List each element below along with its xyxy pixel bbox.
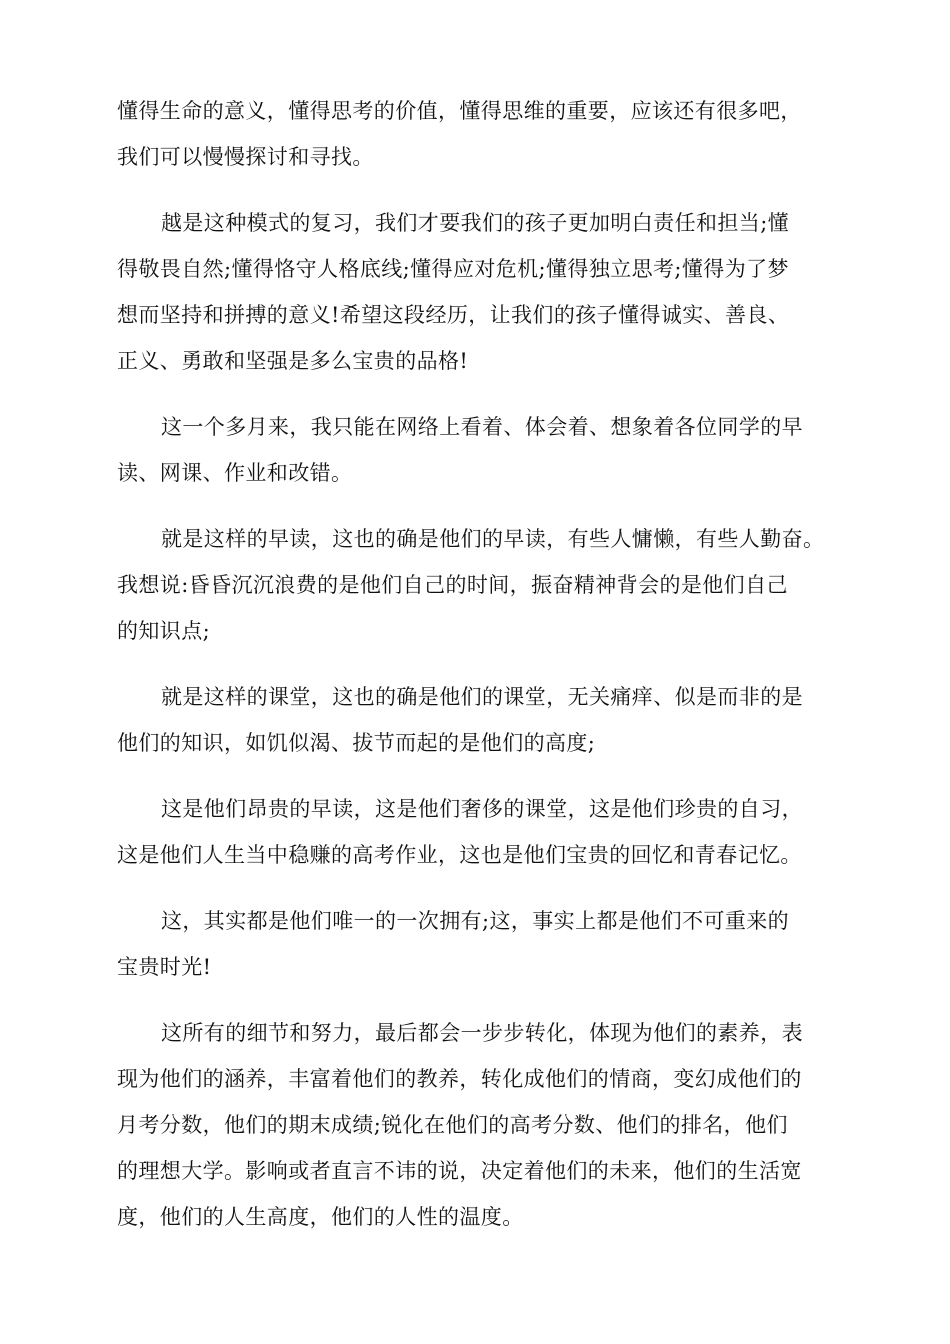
paragraph-line: 现为他们的涵养，丰富着他们的教养，转化成他们的情商，变幻成他们的 <box>117 1067 802 1091</box>
paragraph-line: 就是这样的早读，这也的确是他们的早读，有些人慵懒，有些人勤奋。 <box>161 527 825 551</box>
paragraph-line: 这一个多月来，我只能在网络上看着、体会着、想象着各位同学的早 <box>161 415 803 439</box>
paragraph-line: 的理想大学。影响或者直言不讳的说，决定着他们的未来，他们的生活宽 <box>117 1159 802 1183</box>
paragraph-1 <box>117 88 852 180</box>
paragraph-5 <box>117 674 852 766</box>
paragraph-7 <box>117 898 852 990</box>
paragraph-line: 这所有的细节和努力，最后都会一步步转化，体现为他们的素养，表 <box>161 1021 803 1045</box>
paragraph-line: 这是他们人生当中稳赚的高考作业，这也是他们宝贵的回忆和青春记忆。 <box>117 843 802 867</box>
paragraph-line: 正义、勇敢和坚强是多么宝贵的品格! <box>117 349 469 373</box>
paragraph-line: 宝贵时光! <box>117 955 212 979</box>
paragraph-2 <box>117 200 852 384</box>
paragraph-line: 想而坚持和拼搏的意义!希望这段经历，让我们的孩子懂得诚实、善良、 <box>117 303 790 327</box>
paragraph-line: 度，他们的人生高度，他们的人性的温度。 <box>117 1205 524 1229</box>
document-body <box>117 88 852 1260</box>
paragraph-line: 这是他们昂贵的早读，这是他们奢侈的课堂，这是他们珍贵的自习， <box>161 797 803 821</box>
paragraph-line: 我想说:昏昏沉沉浪费的是他们自己的时间，振奋精神背会的是他们自己 <box>117 573 788 597</box>
paragraph-line: 这，其实都是他们唯一的一次拥有;这，事实上都是他们不可重来的 <box>161 909 790 933</box>
paragraph-line: 月考分数，他们的期末成绩;锐化在他们的高考分数、他们的排名，他们 <box>117 1113 788 1137</box>
paragraph-line: 得敬畏自然;懂得恪守人格底线;懂得应对危机;懂得独立思考;懂得为了梦 <box>117 257 789 281</box>
paragraph-6 <box>117 786 852 878</box>
paragraph-line: 的知识点; <box>117 619 211 643</box>
paragraph-3 <box>117 404 852 496</box>
paragraph-line: 我们可以慢慢探讨和寻找。 <box>117 145 374 169</box>
paragraph-line: 就是这样的课堂，这也的确是他们的课堂，无关痛痒、似是而非的是 <box>161 685 803 709</box>
paragraph-line: 读、网课、作业和改错。 <box>117 461 353 485</box>
paragraph-line: 他们的知识，如饥似渴、拔节而起的是他们的高度; <box>117 731 596 755</box>
paragraph-4 <box>117 516 852 654</box>
paragraph-line: 懂得生命的意义，懂得思考的价值，懂得思维的重要，应该还有很多吧， <box>117 99 802 123</box>
paragraph-8 <box>117 1010 852 1240</box>
paragraph-line: 越是这种模式的复习，我们才要我们的孩子更加明白责任和担当;懂 <box>161 211 790 235</box>
